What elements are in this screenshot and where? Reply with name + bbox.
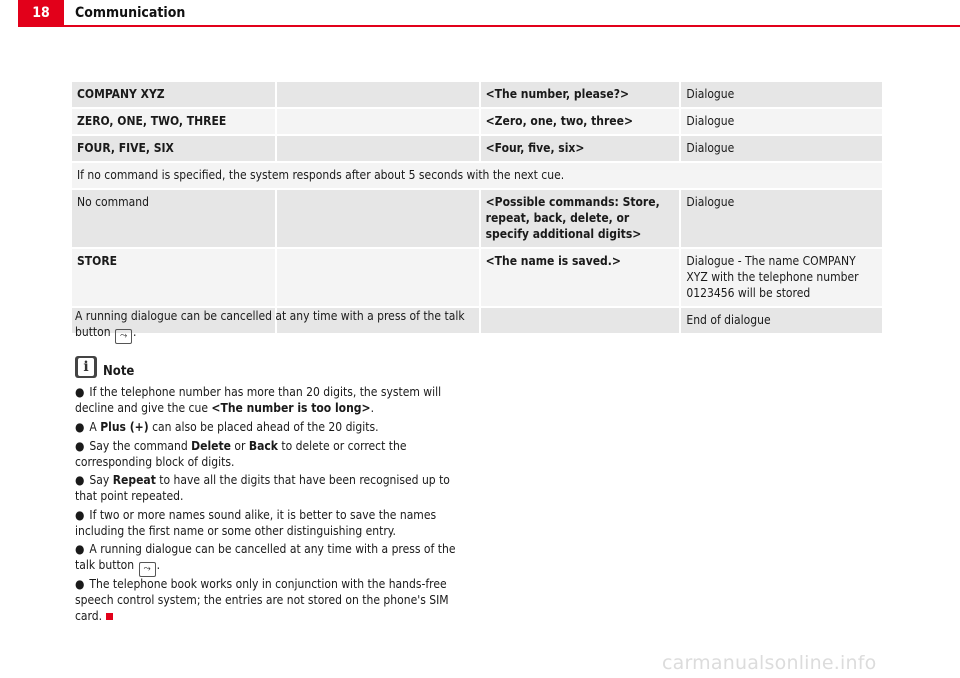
table-cell-action: End of dialogue	[681, 308, 882, 333]
note-text: Say the command	[89, 439, 192, 453]
note-text: The telephone book works only in conjunction with the hands-free speech control system; the entries are not stored on the phone's SIM card.	[75, 577, 449, 623]
bullet-icon: ●	[75, 439, 85, 453]
note-bullet-7	[75, 576, 470, 624]
table-cell-command: No command	[72, 190, 277, 249]
header-rule	[64, 25, 960, 27]
note-keyword: Back	[248, 439, 278, 453]
note-keyword: Delete	[191, 439, 231, 453]
table-row	[72, 82, 882, 109]
table-row-span-note	[72, 163, 882, 190]
end-of-section-icon	[106, 613, 113, 620]
watermark: carmanualsonline.info	[662, 652, 877, 674]
bullet-icon: ●	[75, 385, 85, 399]
note-text: A	[89, 420, 101, 434]
bullet-icon: ●	[75, 577, 85, 591]
section-title: Communication	[75, 5, 186, 21]
table-cell-response: <Four, five, six>	[481, 136, 682, 163]
note-text: If the telephone number has more than 20 digits, the system will decline and give the cue	[75, 385, 442, 415]
note-text: Say	[89, 473, 113, 487]
table-cell-response: <The number, please?>	[481, 82, 682, 109]
note-text: can also be placed ahead of the 20 digits.	[148, 420, 379, 434]
note-text: If two or more names sound alike, it is better to save the names including the first name or some other distinguishing entry.	[75, 508, 437, 538]
table-cell-action: Dialogue	[681, 82, 882, 109]
note-bullet-5	[75, 507, 470, 539]
bullet-icon: ●	[75, 508, 85, 522]
note-text: or	[230, 439, 249, 453]
bullet-icon: ●	[75, 542, 85, 556]
table-cell-action: Dialogue	[681, 136, 882, 163]
info-note-icon: i	[75, 356, 97, 378]
table-cell-response: <The name is saved.>	[481, 249, 682, 308]
note-text: .	[156, 558, 161, 572]
page-header	[0, 0, 960, 28]
note-text: .	[370, 401, 374, 415]
table-cell-action: Dialogue - The name COMPANY XYZ with the telephone number 0123456 will be stored	[681, 249, 882, 308]
table-span-note: If no command is specified, the system responds after about 5 seconds with the next cue.	[72, 163, 882, 190]
note-bullet-2	[75, 419, 470, 435]
talk-button-icon: ⤳	[139, 562, 156, 577]
note-bullet-6	[75, 541, 470, 577]
bullet-icon: ●	[75, 420, 85, 434]
table-cell-response: <Zero, one, two, three>	[481, 109, 682, 136]
table-cell-empty	[277, 249, 481, 308]
note-text: A running dialogue can be cancelled at any time with a press of the talk button	[75, 542, 456, 572]
voice-command-table	[72, 82, 882, 333]
table-cell-command: FOUR, FIVE, SIX	[72, 136, 277, 163]
table-cell-command: ZERO, ONE, TWO, THREE	[72, 109, 277, 136]
table-cell-empty	[277, 136, 481, 163]
note-bullet-4	[75, 472, 470, 504]
note-keyword: Repeat	[112, 473, 156, 487]
note-bullet-3	[75, 438, 470, 470]
note-cue: <The number is too long>	[211, 401, 371, 415]
note-bullet-1	[75, 384, 470, 416]
cancel-text: A running dialogue can be cancelled at any time with a press of the talk button	[75, 309, 465, 339]
cancel-paragraph	[75, 308, 470, 344]
table-cell-empty	[481, 308, 682, 333]
table-cell-empty	[277, 109, 481, 136]
cancel-text-end: .	[133, 325, 137, 339]
table-cell-empty	[277, 82, 481, 109]
table-row	[72, 249, 882, 308]
bullet-icon: ●	[75, 473, 85, 487]
table-cell-command: STORE	[72, 249, 277, 308]
page-number: 18	[18, 0, 64, 27]
table-row	[72, 190, 882, 249]
table-cell-command: COMPANY XYZ	[72, 82, 277, 109]
table-row	[72, 109, 882, 136]
talk-button-icon: ⤳	[115, 329, 132, 344]
note-text: to have all the digits that have been recognised up to that point repeated.	[75, 473, 450, 503]
note-keyword: Plus (+)	[100, 420, 149, 434]
note-text: to delete or correct the corresponding block of digits.	[75, 439, 407, 469]
table-cell-action: Dialogue	[681, 109, 882, 136]
table-cell-empty	[277, 190, 481, 249]
table-cell-action: Dialogue	[681, 190, 882, 249]
table-cell-response: <Possible commands: Store, repeat, back, delete, or specify additional digits>	[481, 190, 682, 249]
table-row	[72, 136, 882, 163]
note-title: Note	[103, 364, 135, 379]
